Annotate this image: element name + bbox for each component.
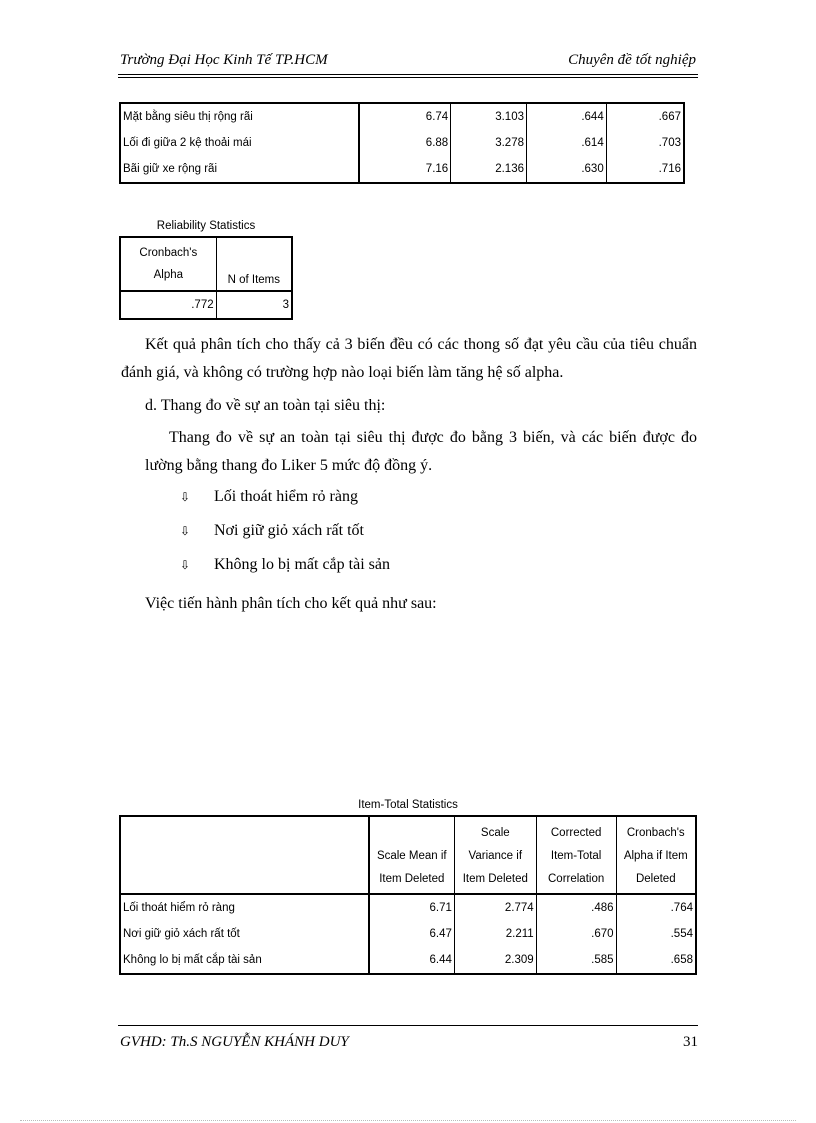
- table-row: [120, 894, 696, 921]
- reliability-table: [119, 236, 293, 320]
- reliability-title: Reliability Statistics: [156, 220, 256, 232]
- scale-mean-cell: 6.74: [359, 103, 451, 130]
- table-row: [120, 947, 696, 974]
- header-doc-type: Chuyên đề tốt nghiệp: [568, 52, 696, 68]
- corrected-correlation-header-line3: Correlation: [548, 873, 605, 885]
- item-total-correlation-cell: .670: [536, 921, 616, 947]
- scale-description-paragraph: [145, 424, 697, 480]
- item-total-correlation-cell: .644: [526, 103, 606, 130]
- table-row: [120, 156, 684, 183]
- corrected-correlation-header: [536, 816, 616, 894]
- alpha-if-deleted-header-line3: Deleted: [635, 873, 676, 885]
- cronbach-alpha-value: .772: [120, 291, 216, 319]
- scale-variance-header-line2: Variance if: [468, 850, 523, 862]
- scale-variance-header-line1: Scale: [480, 827, 510, 839]
- n-items-value: 3: [282, 299, 289, 311]
- item-total-table: [119, 815, 697, 975]
- result-paragraph: [121, 331, 697, 387]
- scale-variance-cell: 2.136: [451, 156, 527, 183]
- alpha-if-deleted-cell: .703: [658, 137, 681, 149]
- cronbach-alpha-header-line2: Alpha: [153, 269, 184, 281]
- scale-variance-cell: 3.103: [451, 103, 527, 130]
- item-total-correlation-cell: .614: [526, 130, 606, 156]
- list-item-text: Nơi giữ giỏ xách rất tốt: [214, 522, 364, 539]
- page-edge: [20, 1120, 796, 1121]
- cronbach-alpha-header: [120, 237, 216, 291]
- row-label: Lối đi giữa 2 kệ thoải mái: [120, 130, 359, 156]
- scale-variance-header: [454, 816, 536, 894]
- table-row: [120, 130, 684, 156]
- row-label: Bãi giữ xe rộng rãi: [120, 156, 359, 183]
- item-total-correlation-cell: .585: [536, 947, 616, 974]
- corrected-correlation-header-line1: Corrected: [550, 827, 602, 839]
- list-item: [180, 522, 364, 540]
- alpha-if-deleted-cell: .554: [670, 928, 693, 940]
- header-rule: [118, 74, 698, 78]
- alpha-if-deleted-header: [616, 816, 696, 894]
- section-heading-d: d. Thang đo về sự an toàn tại siêu thị:: [145, 397, 386, 414]
- header-school: Trường Đại Học Kinh Tế TP.HCM: [120, 52, 328, 68]
- scale-description-text: Thang đo về sự an toàn tại siêu thị được đo bằng 3 biến, và các biến được đo lường bằng thang đo Liker 5 mức độ đồng ý.: [145, 429, 697, 474]
- page-number: 31: [683, 1034, 698, 1050]
- alpha-if-deleted-cell: .667: [658, 111, 681, 123]
- row-label: Lối thoát hiểm rỏ ràng: [120, 894, 369, 921]
- list-item-text: Không lo bị mất cắp tài sản: [214, 556, 390, 573]
- footer-advisor: GVHD: Th.S NGUYỄN KHÁNH DUY: [120, 1034, 349, 1050]
- scale-mean-cell: 6.88: [359, 130, 451, 156]
- item-total-title: Item-Total Statistics: [358, 799, 458, 811]
- scale-mean-cell: 6.71: [369, 894, 455, 921]
- list-item: [180, 488, 358, 506]
- down-arrow-icon: ⇩: [180, 558, 191, 572]
- scale-mean-header-line2: Item Deleted: [379, 873, 445, 885]
- list-item-text: Lối thoát hiểm rỏ ràng: [214, 488, 358, 505]
- alpha-if-deleted-cell: .716: [658, 163, 681, 175]
- cronbach-alpha-header-line1: Cronbach's: [139, 247, 198, 259]
- scale-mean-header: [369, 816, 455, 894]
- table-row: [120, 103, 684, 130]
- item-total-correlation-cell: .486: [536, 894, 616, 921]
- scale-variance-cell: 2.309: [454, 947, 536, 974]
- alpha-if-deleted-header-line2: Alpha if Item: [623, 850, 688, 862]
- scale-variance-cell: 3.278: [451, 130, 527, 156]
- n-items-header: N of Items: [227, 274, 281, 286]
- scale-mean-cell: 7.16: [359, 156, 451, 183]
- alpha-if-deleted-header-line1: Cronbach's: [626, 827, 685, 839]
- alpha-if-deleted-cell: .764: [670, 902, 693, 914]
- list-item: [180, 556, 390, 574]
- scale-mean-cell: 6.44: [369, 947, 455, 974]
- corrected-correlation-header-line2: Item-Total: [550, 850, 602, 862]
- down-arrow-icon: ⇩: [180, 524, 191, 538]
- result-paragraph-text: Kết quả phân tích cho thấy cả 3 biến đều có các thong số đạt yêu cầu của tiêu chuẩn đánh giá, và không có trường hợp nào loại biến làm tăng hệ số alpha.: [121, 336, 697, 381]
- scale-variance-cell: 2.774: [454, 894, 536, 921]
- down-arrow-icon: ⇩: [180, 490, 191, 504]
- scale-mean-header-line1: Scale Mean if: [376, 850, 447, 862]
- item-total-table-continued: [119, 102, 685, 184]
- footer-rule: [118, 1025, 698, 1026]
- row-label: Mặt bằng siêu thị rộng rãi: [120, 103, 359, 130]
- scale-mean-cell: 6.47: [369, 921, 455, 947]
- table-row: [120, 921, 696, 947]
- header-blank: [120, 816, 369, 894]
- row-label: Không lo bị mất cắp tài sản: [120, 947, 369, 974]
- item-total-correlation-cell: .630: [526, 156, 606, 183]
- scale-variance-header-line3: Item Deleted: [462, 873, 528, 885]
- analysis-intro: Việc tiến hành phân tích cho kết quả như sau:: [145, 595, 437, 612]
- row-label: Nơi giữ giỏ xách rất tốt: [120, 921, 369, 947]
- alpha-if-deleted-cell: .658: [670, 954, 693, 966]
- scale-variance-cell: 2.211: [454, 921, 536, 947]
